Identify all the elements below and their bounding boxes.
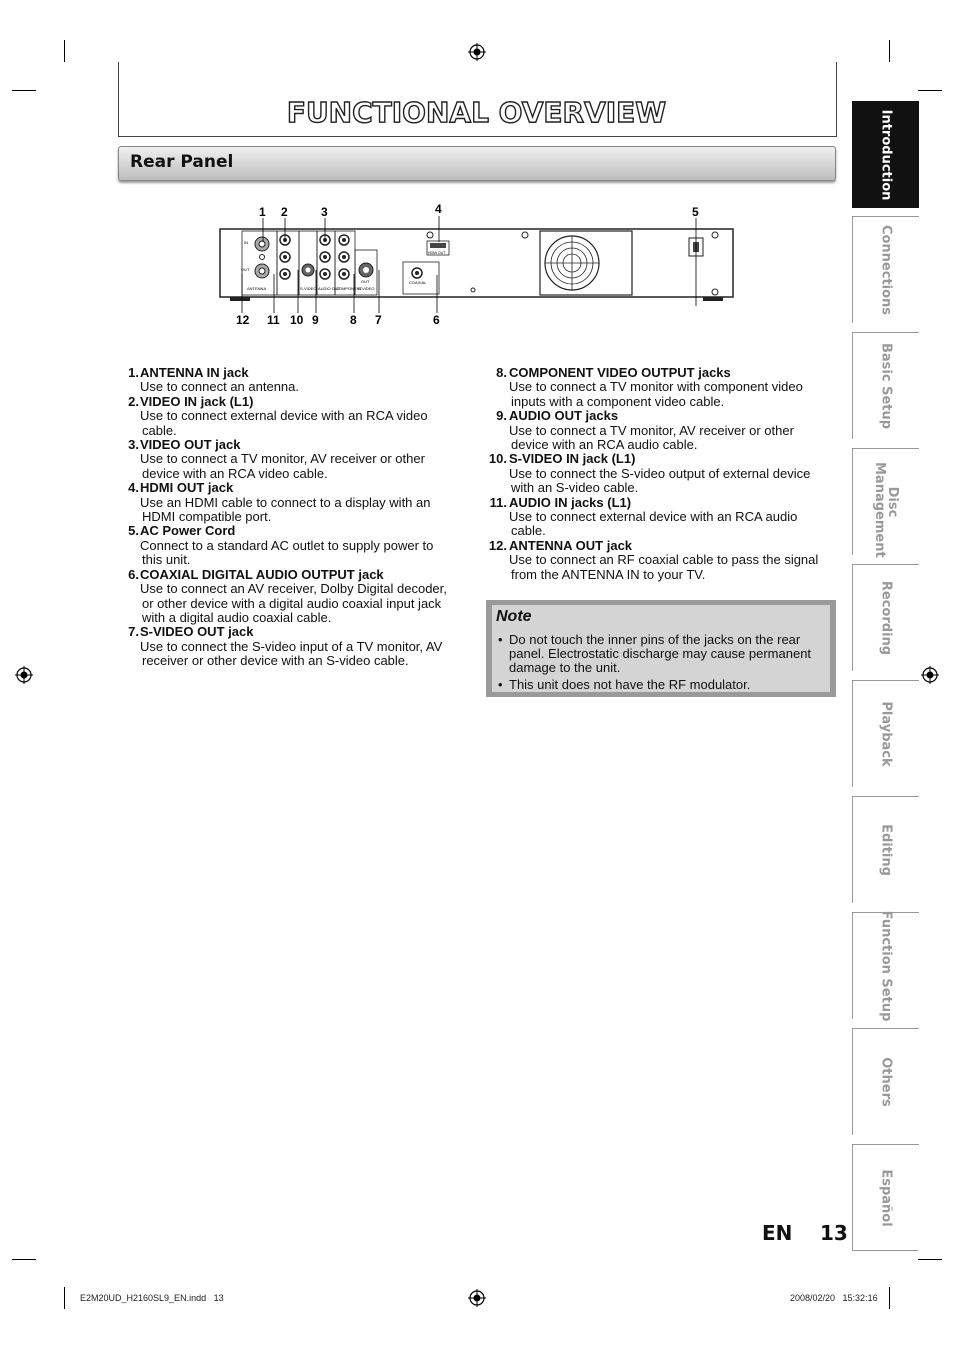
item-heading: VIDEO OUT jack	[140, 437, 241, 453]
list-item	[126, 625, 471, 668]
page-title: FUNCTIONAL OVERVIEW	[286, 96, 667, 129]
item-description: cable.	[511, 523, 546, 539]
registration-mark-icon	[468, 43, 486, 61]
item-description: Use to connect a TV monitor, AV receiver or other	[140, 451, 425, 467]
panel-label-in: IN	[244, 240, 248, 245]
panel-label-coaxial: COAXIAL	[409, 280, 427, 285]
item-description: Use to connect external device with an RCA audio	[509, 509, 798, 525]
tab-label: Basic Setup	[878, 342, 894, 430]
item-description: with an S-video cable.	[511, 480, 639, 496]
note-text: panel. Electrostatic discharge may cause permanent	[509, 646, 812, 661]
item-number: 2.	[128, 393, 139, 409]
item-description: Use to connect an AV receiver, Dolby Digital decoder,	[140, 581, 447, 597]
tab-function-setup[interactable]	[852, 910, 919, 1022]
tab-label: Connections	[878, 224, 894, 316]
registration-mark-icon	[468, 1289, 486, 1307]
callout-4: 4	[435, 202, 442, 216]
item-description: Use to connect the S-video output of external device	[509, 465, 811, 481]
note-text: This unit does not have the RF modulator.	[509, 677, 751, 692]
tab-label: Others	[878, 1057, 894, 1107]
tab-label: Recording	[878, 580, 894, 656]
callout-3: 3	[321, 205, 328, 219]
footer-timestamp: 2008/02/20 15:32:16	[790, 1293, 878, 1303]
callout-1: 1	[259, 205, 266, 219]
item-heading: S-VIDEO IN jack (L1)	[509, 451, 636, 467]
item-number: 7.	[128, 624, 139, 640]
note-item	[496, 678, 824, 692]
section-title: Rear Panel	[130, 152, 234, 172]
tab-label: Introduction	[878, 109, 894, 201]
list-item	[487, 539, 835, 582]
callout-7: 7	[375, 313, 382, 327]
footer-filename: E2M20UD_H2160SL9_EN.indd 13	[80, 1293, 224, 1303]
panel-label-audio-out: AUDIO OUT	[318, 286, 341, 291]
item-heading: ANTENNA IN jack	[140, 365, 249, 380]
item-description: Use to connect the S-video input of a TV monitor, AV	[140, 638, 443, 654]
item-description: this unit.	[142, 552, 191, 568]
item-number: 6.	[128, 566, 139, 582]
tab-label: Function Setup	[878, 910, 894, 1022]
tab-playback[interactable]	[852, 680, 919, 787]
tab-label: Disc Management	[872, 462, 900, 558]
item-heading: COAXIAL DIGITAL AUDIO OUTPUT jack	[140, 566, 384, 582]
registration-mark-icon	[15, 666, 33, 684]
item-number: 4.	[128, 480, 139, 496]
item-description: Connect to a standard AC outlet to supply power to	[140, 537, 434, 553]
list-item	[126, 568, 471, 626]
bullet: •	[498, 677, 503, 692]
tab-basic-setup[interactable]	[852, 332, 919, 439]
callout-12: 12	[236, 313, 250, 327]
callout-9: 9	[312, 313, 319, 327]
list-item	[126, 395, 471, 438]
item-heading: COMPONENT VIDEO OUTPUT jacks	[509, 365, 731, 380]
panel-label-hdmi: HDMI OUT	[428, 251, 446, 255]
section-bar	[118, 146, 836, 181]
tab-espanol[interactable]	[852, 1144, 919, 1251]
tab-recording[interactable]	[852, 564, 919, 671]
panel-label-component: COMPONENT	[336, 286, 362, 291]
callout-5: 5	[692, 205, 699, 219]
callout-11: 11	[267, 313, 280, 327]
crop-mark	[889, 40, 890, 62]
callout-8: 8	[350, 313, 357, 327]
note-text: damage to the unit.	[509, 660, 621, 675]
item-description: device with an RCA audio cable.	[511, 437, 698, 453]
item-number: 1.	[128, 365, 139, 380]
crop-mark	[918, 1259, 942, 1260]
note-list	[496, 633, 824, 695]
item-description: Use to connect a TV monitor, AV receiver or other	[509, 422, 794, 438]
item-heading: AC Power Cord	[140, 523, 236, 539]
list-item	[126, 481, 471, 524]
crop-mark	[12, 1259, 36, 1260]
page-language: EN	[762, 1221, 793, 1245]
list-item	[487, 496, 835, 539]
item-description: HDMI compatible port.	[142, 509, 272, 525]
list-item	[487, 366, 835, 409]
note-box	[486, 600, 836, 697]
tab-connections[interactable]	[852, 216, 919, 323]
left-item-list	[126, 366, 471, 669]
item-description: from the ANTENNA IN to your TV.	[511, 566, 706, 582]
item-number: 8.	[496, 365, 507, 380]
note-inner	[492, 605, 830, 692]
list-item	[126, 438, 471, 481]
tab-introduction[interactable]	[852, 101, 919, 208]
item-description: or other device with a digital audio coaxial input jack	[142, 595, 442, 611]
item-description: Use to connect a TV monitor with component video	[509, 379, 803, 395]
crop-mark	[918, 90, 942, 91]
item-heading: AUDIO OUT jacks	[509, 408, 619, 424]
panel-label-out: OUT	[241, 267, 250, 272]
bullet: •	[498, 632, 503, 647]
item-description: inputs with a component video cable.	[511, 393, 725, 409]
tab-editing[interactable]	[852, 796, 919, 903]
item-heading: AUDIO IN jacks (L1)	[509, 494, 632, 510]
tab-label: Español	[878, 1169, 894, 1227]
item-description: with a digital audio coaxial cable.	[142, 609, 332, 625]
callout-2: 2	[281, 205, 288, 219]
list-item	[126, 366, 471, 395]
item-number: 5.	[128, 523, 139, 539]
tab-label: Playback	[878, 701, 894, 767]
tab-disc-management[interactable]	[852, 448, 919, 558]
tab-label: Editing	[878, 824, 894, 876]
item-heading: ANTENNA OUT jack	[509, 537, 633, 553]
item-heading: HDMI OUT jack	[140, 480, 234, 496]
right-item-list	[487, 366, 835, 582]
note-text: Do not touch the inner pins of the jacks on the rear	[509, 632, 801, 647]
item-description: Use an HDMI cable to connect to a display with an	[140, 494, 431, 510]
note-item	[496, 633, 824, 675]
item-description: Use to connect an antenna.	[140, 379, 300, 395]
list-item	[487, 409, 835, 452]
callout-6: 6	[433, 313, 440, 327]
note-title: Note	[496, 608, 532, 625]
item-description: cable.	[142, 422, 177, 438]
tab-divider	[852, 1250, 918, 1251]
item-description: device with an RCA video cable.	[142, 465, 328, 481]
item-number: 3.	[128, 437, 139, 453]
panel-label-antenna: ANTENNA	[247, 286, 267, 291]
rear-panel-diagram	[215, 200, 745, 330]
crop-mark	[64, 40, 65, 62]
item-heading: S-VIDEO OUT jack	[140, 624, 254, 640]
item-number: 12.	[488, 537, 507, 553]
item-description: Use to connect external device with an RCA video	[140, 408, 428, 424]
item-description: Use to connect an RF coaxial cable to pass the signal	[509, 552, 819, 568]
tab-others[interactable]	[852, 1028, 919, 1135]
panel-label-svideo: S-VIDEO	[300, 286, 317, 291]
item-description: receiver or other device with an S-video cable.	[142, 653, 409, 669]
crop-mark	[12, 90, 36, 91]
item-number: 9.	[496, 408, 507, 424]
panel-label-svideo-out: S-VIDEO	[358, 286, 375, 291]
item-heading: VIDEO IN jack (L1)	[140, 393, 254, 409]
crop-mark	[889, 1287, 890, 1309]
crop-mark	[64, 1287, 65, 1309]
panel-label-out2: OUT	[361, 279, 370, 284]
list-item	[487, 452, 835, 495]
registration-mark-icon	[921, 666, 939, 684]
page-number: 13	[820, 1221, 848, 1245]
item-number: 11.	[489, 494, 507, 510]
list-item	[126, 524, 471, 567]
item-number: 10.	[488, 451, 507, 467]
callout-10: 10	[290, 313, 304, 327]
